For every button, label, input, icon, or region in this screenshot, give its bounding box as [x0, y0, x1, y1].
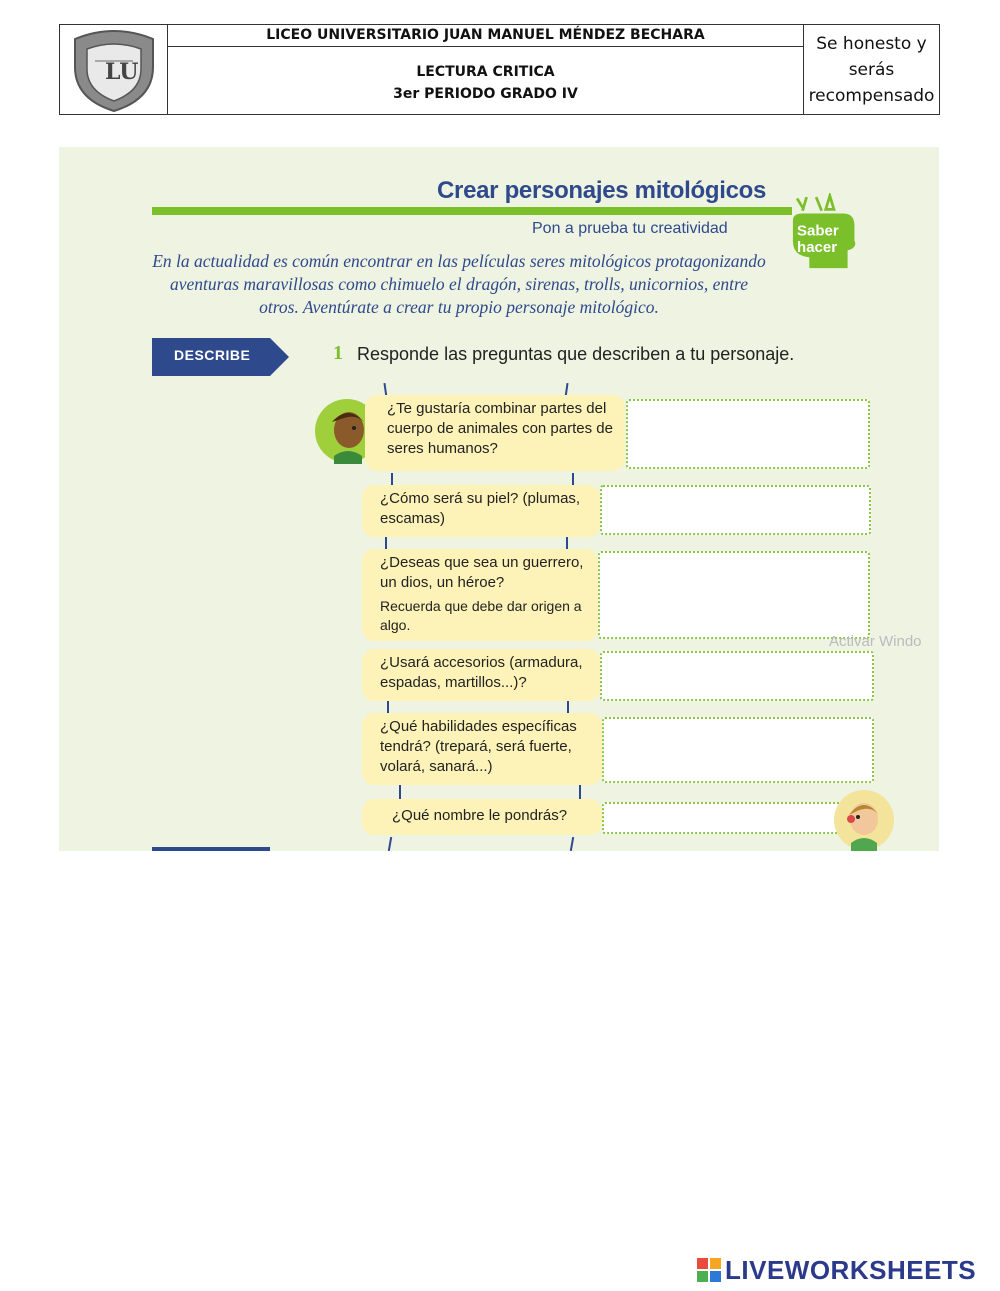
logo-cell	[60, 25, 168, 114]
svg-text:LU: LU	[104, 58, 138, 85]
string	[388, 837, 392, 851]
string	[572, 473, 574, 485]
answer-field-accessories[interactable]	[600, 651, 874, 701]
next-section-tag-partial	[152, 847, 270, 851]
saber-hacer-badge	[773, 193, 873, 275]
worksheet-image	[59, 147, 939, 851]
intro-paragraph: En la actualidad es común encontrar en las películas seres mitológicos protagonizando aventuras maravillosas como chimuelo el dragón, sirenas, trolls, unicornios, entre otros. Aventúrate a crear tu propio personaje mitológico.	[152, 251, 766, 317]
string	[391, 473, 393, 485]
string	[566, 537, 568, 549]
question-name	[362, 799, 602, 835]
question-note: Recuerda que debe dar origen a algo.	[380, 598, 582, 633]
question-abilities	[362, 713, 602, 785]
motto: Se honesto y serás recompensado	[808, 34, 935, 106]
describe-label: DESCRIBE	[174, 347, 251, 363]
liveworksheets-logo-icon	[697, 1258, 721, 1282]
activate-windows-watermark: Activar Windo	[829, 633, 922, 650]
question-text: ¿Qué nombre le pondrás?	[392, 807, 568, 824]
school-name: LICEO UNIVERSITARIO JUAN MANUEL MÉNDEZ BECHARA	[168, 25, 804, 47]
answer-field-role[interactable]	[598, 551, 870, 639]
header-table	[59, 24, 940, 115]
child-avatar-2-icon	[833, 789, 895, 851]
question-role	[362, 549, 598, 641]
worksheet-subtitle: Pon a prueba tu creatividad	[532, 220, 728, 237]
svg-text:hacer: hacer	[797, 238, 838, 256]
string	[570, 837, 574, 851]
question-text: ¿Usará accesorios (armadura, espadas, martillos...)?	[380, 654, 583, 691]
question-text: ¿Te gustaría combinar partes del cuerpo de animales con partes de seres humanos?	[387, 400, 613, 457]
question-accessories	[362, 649, 600, 701]
liveworksheets-brand	[697, 1256, 976, 1284]
string	[579, 785, 581, 799]
step-number: 1	[333, 342, 343, 364]
answer-field-abilities[interactable]	[602, 717, 874, 783]
question-combine-parts	[365, 395, 625, 471]
period-label: 3er PERIODO GRADO IV	[393, 86, 578, 102]
school-crest-icon	[67, 27, 161, 113]
question-skin	[362, 485, 600, 537]
string	[385, 537, 387, 549]
question-text: ¿Deseas que sea un guerrero, un dios, un héroe?	[380, 554, 584, 591]
step-instruction: Responde las preguntas que describen a tu personaje.	[357, 344, 795, 364]
string	[399, 785, 401, 799]
answer-field-name[interactable]	[602, 802, 842, 834]
liveworksheets-text: LIVEWORKSHEETS	[725, 1254, 977, 1285]
badge-text: Saber	[797, 222, 839, 240]
answer-field-skin[interactable]	[600, 485, 871, 535]
tools-icon	[797, 196, 834, 211]
answer-field-combine-parts[interactable]	[626, 399, 870, 469]
worksheet-title: Crear personajes mitológicos	[437, 177, 767, 204]
subject-cell	[168, 47, 804, 114]
question-text: ¿Cómo será su piel? (plumas, escamas)	[380, 490, 581, 527]
subject-title: LECTURA CRITICA	[416, 64, 555, 80]
question-text: ¿Qué habilidades específicas tendrá? (trepará, será fuerte, volará, sanará...)	[380, 718, 577, 775]
title-underline	[152, 207, 792, 215]
